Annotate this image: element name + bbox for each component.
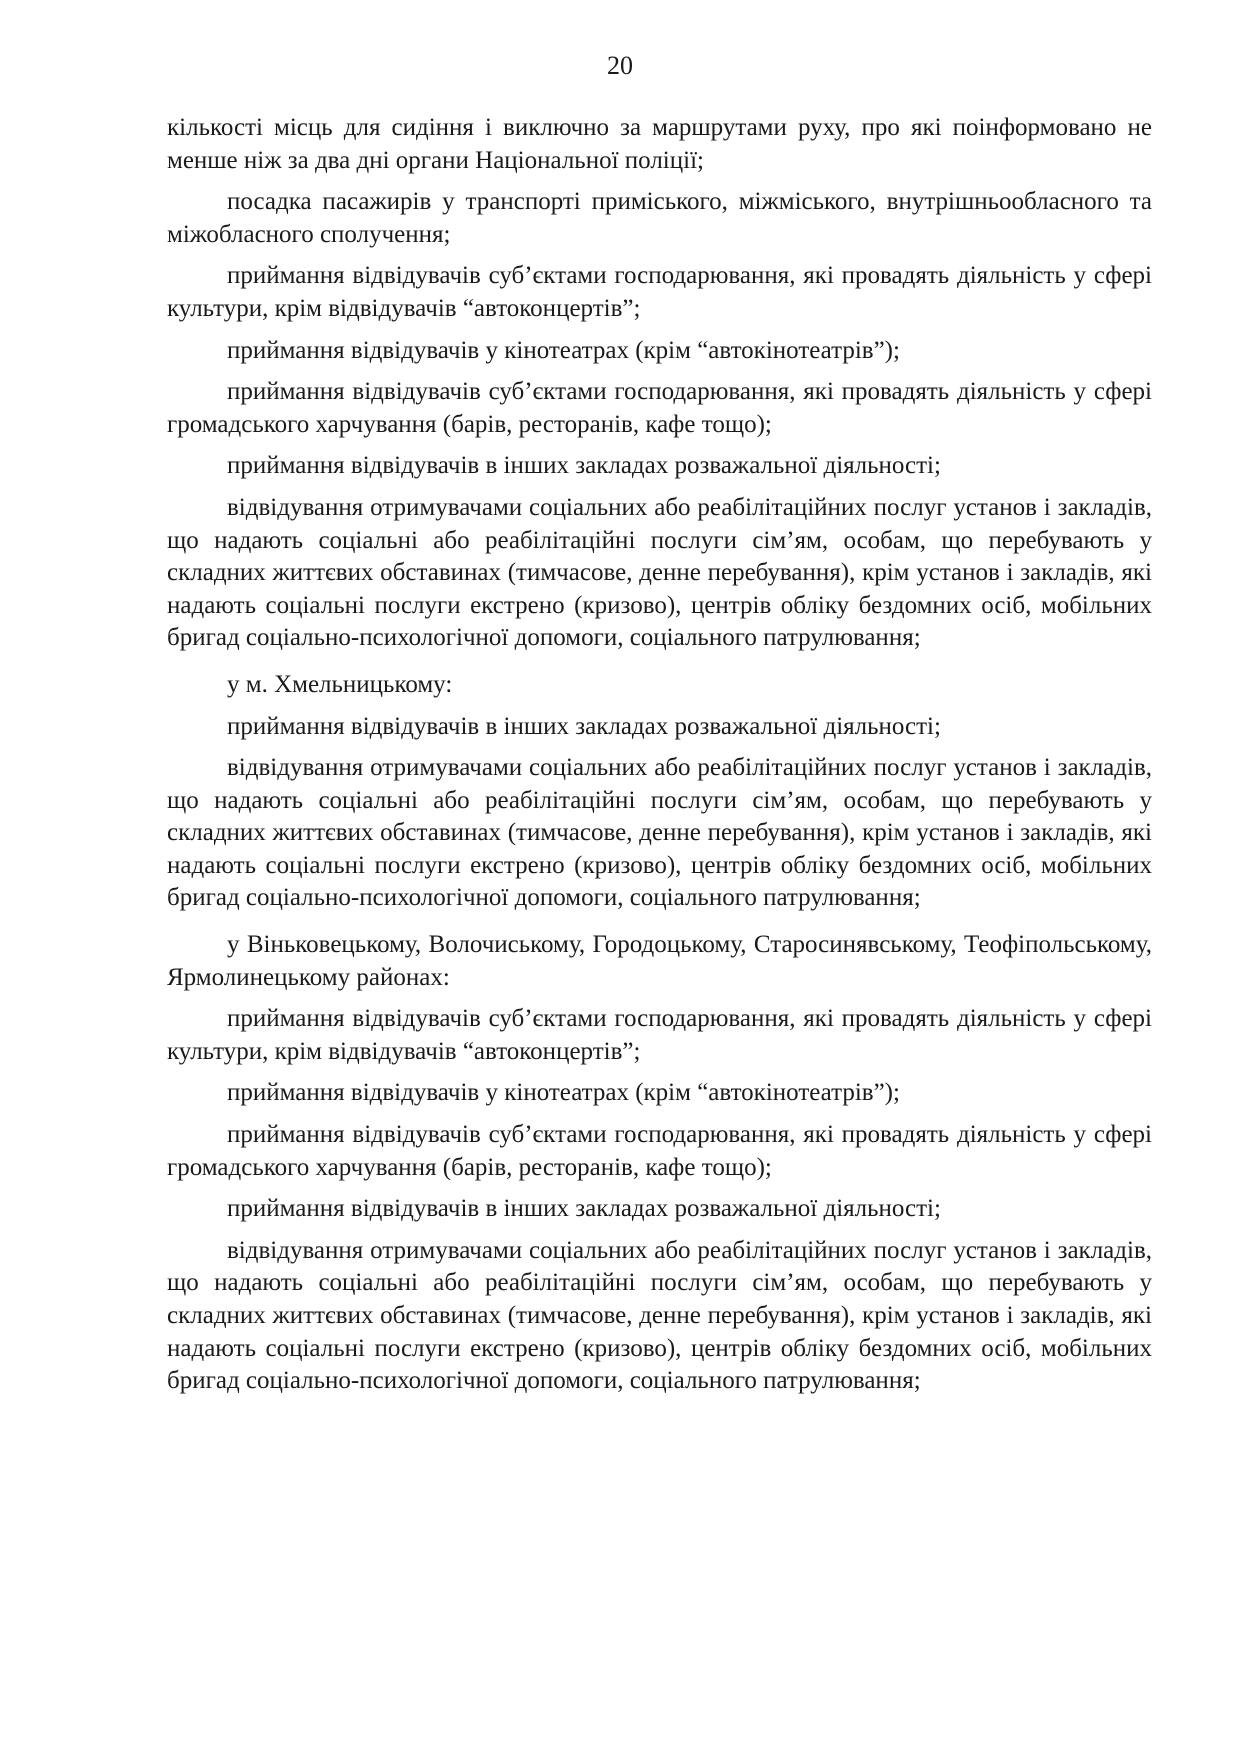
list-item-entertainment-visitors: приймання відвідувачів в інших закладах розважальної діяльності; bbox=[227, 1195, 941, 1223]
page-number: 20 bbox=[607, 51, 633, 80]
list-item-social-services: відвідування отримувачами соціальних або реабілітаційних послуг установ і закладів, що надають соціальні або реабілітаційні послуги сім’ям, особам, що перебувають у складних життєвих обставинах (тимчасове, денне перебування), крім установ і закладів, які надають соціальні послуги екстрено (кризово), центрів обліку бездомних осіб, мобільних бригад соціально-психологічної допомоги, соціального патрулювання; bbox=[167, 1236, 1152, 1395]
list-item-culture-visitors: приймання відвідувачів суб’єктами господарювання, які провадять діяльність у сфері культури, крім відвідувачів “автоконцертів”; bbox=[167, 262, 1152, 322]
list-item-cinema-visitors: приймання відвідувачів у кінотеатрах (крім “автокінотеатрів”); bbox=[227, 336, 900, 364]
section-heading-khmelnytskyi: у м. Хмельницькому: bbox=[227, 670, 453, 698]
list-item-culture-visitors: приймання відвідувачів суб’єктами господарювання, які провадять діяльність у сфері культури, крім відвідувачів “автоконцертів”; bbox=[167, 1005, 1152, 1065]
paragraph-continuation: кількості місць для сидіння і виключно за маршрутами руху, про які поінформовано не менше ніж за два дні органи Національної поліції; bbox=[167, 114, 1152, 174]
list-item-catering-visitors: приймання відвідувачів суб’єктами господарювання, які провадять діяльність у сфері громадського харчування (барів, ресторанів, кафе тощо); bbox=[167, 378, 1152, 438]
list-item-cinema-visitors: приймання відвідувачів у кінотеатрах (крім “автокінотеатрів”); bbox=[227, 1079, 900, 1107]
document-body bbox=[167, 112, 1152, 1407]
list-item-catering-visitors: приймання відвідувачів суб’єктами господарювання, які провадять діяльність у сфері громадського харчування (барів, ресторанів, кафе тощо); bbox=[167, 1121, 1152, 1181]
list-item-entertainment-visitors: приймання відвідувачів в інших закладах розважальної діяльності; bbox=[227, 452, 941, 480]
section-heading-districts: у Віньковецькому, Волочиському, Городоцькому, Старосинявському, Теофіпольському, Ярмолинецькому районах: bbox=[167, 931, 1152, 991]
list-item-passenger-boarding: посадка пасажирів у транспорті приміського, міжміського, внутрішньообласного та міжобласного сполучення; bbox=[167, 188, 1152, 248]
list-item-social-services: відвідування отримувачами соціальних або реабілітаційних послуг установ і закладів, що надають соціальні або реабілітаційні послуги сім’ям, особам, що перебувають у складних життєвих обставинах (тимчасове, денне перебування), крім установ і закладів, які надають соціальні послуги екстрено (кризово), центрів обліку бездомних осіб, мобільних бригад соціально-психологічної допомоги, соціального патрулювання; bbox=[167, 754, 1152, 912]
list-item-entertainment-visitors: приймання відвідувачів в інших закладах розважальної діяльності; bbox=[227, 712, 941, 740]
list-item-social-services: відвідування отримувачами соціальних або реабілітаційних послуг установ і закладів, що надають соціальні або реабілітаційні послуги сім’ям, особам, що перебувають у складних життєвих обставинах (тимчасове, денне перебування), крім установ і закладів, які надають соціальні послуги екстрено (кризово), центрів обліку бездомних осіб, мобільних бригад соціально-психологічної допомоги, соціального патрулювання; bbox=[167, 493, 1152, 652]
